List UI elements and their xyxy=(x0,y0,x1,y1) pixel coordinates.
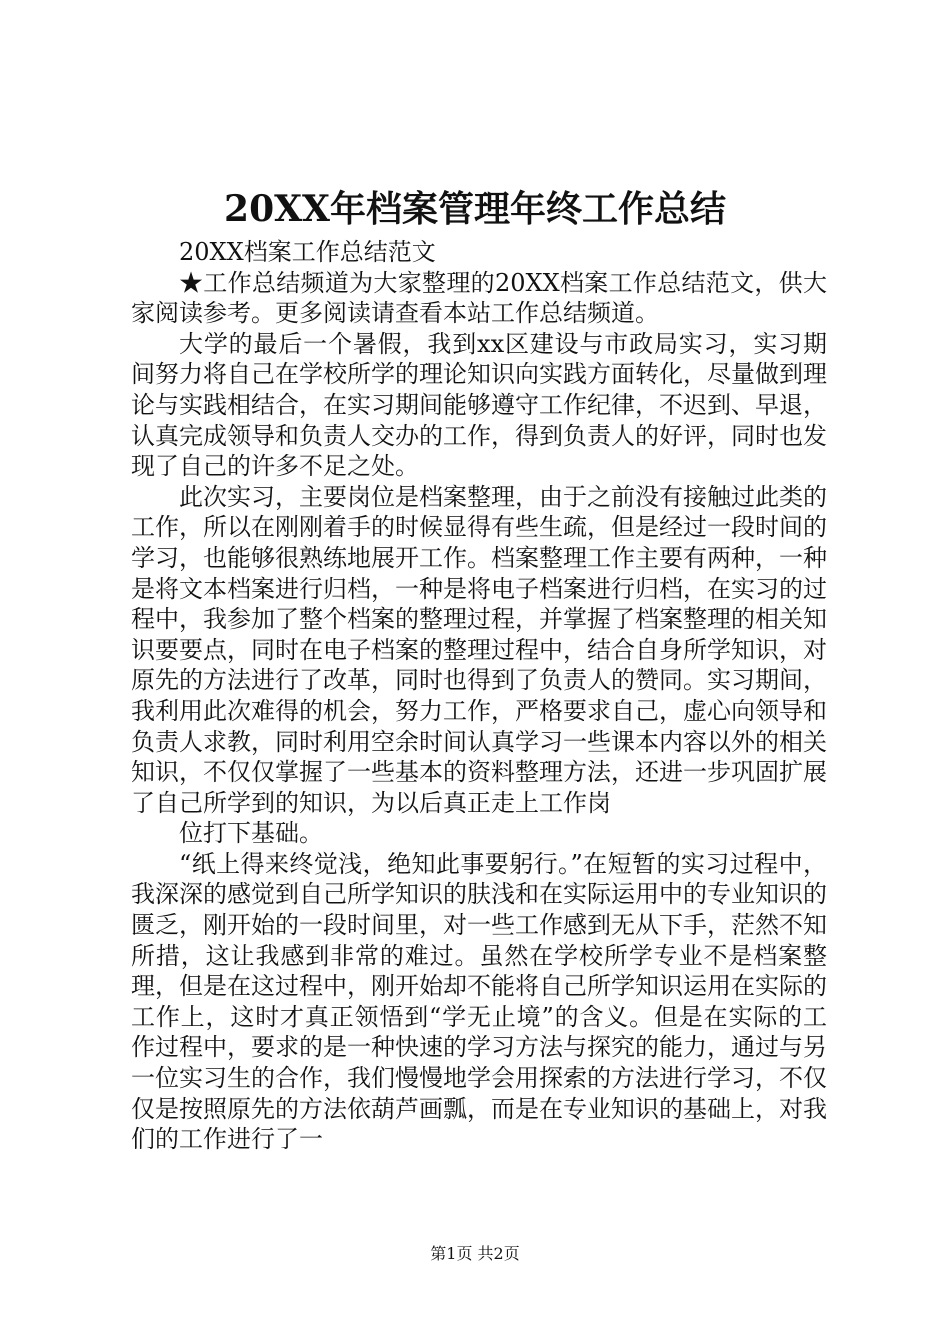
document-title: 20XX年档案管理年终工作总结 xyxy=(224,188,726,230)
body-paragraph: “纸上得来终觉浅，绝知此事要躬行。”在短暂的实习过程中，我深深的感觉到自己所学知识的肤浅和在实际运用中的专业知识的匮乏，刚开始的一段时间里，对一些工作感到无从下手，茫然不知所措，这让我感到非常的难过。虽然在学校所学专业不是档案整理，但是在这过程中，刚开始却不能将自己所学知识运用在实际的工作上，这时才真正领悟到“学无止境”的含义。但是在实际的工作过程中，要求的是一种快速的学习方法与探究的能力，通过与另一位实习生的合作，我们慢慢地学会用探索的方法进行学习，不仅仅是按照原先的方法依葫芦画瓢，而是在专业知识的基础上，对我们的工作进行了一 xyxy=(131,849,827,1154)
page-footer: 第1页 共2页 xyxy=(430,1244,520,1263)
document-body xyxy=(131,237,827,1155)
body-paragraph: 大学的最后一个暑假，我到xx区建设与市政局实习，实习期间努力将自己在学校所学的理论知识向实践方面转化，尽量做到理论与实践相结合，在实习期间能够遵守工作纪律，不迟到、早退，认真完成领导和负责人交办的工作，得到负责人的好评，同时也发现了自己的许多不足之处。 xyxy=(131,329,827,481)
body-paragraph: 位打下基础。 xyxy=(179,819,323,848)
subtitle-paragraph: 20XX档案工作总结范文 xyxy=(179,238,436,266)
intro-paragraph: ★工作总结频道为大家整理的20XX档案工作总结范文，供大家阅读参考。更多阅读请查看本站工作总结频道。 xyxy=(131,268,827,328)
body-paragraph: 此次实习，主要岗位是档案整理，由于之前没有接触过此类的工作，所以在刚刚着手的时候显得有些生疏，但是经过一段时间的学习，也能够很熟练地展开工作。档案整理工作主要有两种，一种是将文本档案进行归档，一种是将电子档案进行归档，在实习的过程中，我参加了整个档案的整理过程，并掌握了档案整理的相关知识要要点，同时在电子档案的整理过程中，结合自身所学知识，对原先的方法进行了改革，同时也得到了负责人的赞同。实习期间，我利用此次难得的机会，努力工作，严格要求自己，虚心向领导和负责人求教，同时利用空余时间认真学习一些课本内容以外的相关知识，不仅仅掌握了一些基本的资料整理方法，还进一步巩固扩展了自己所学到的知识，为以后真正走上工作岗 xyxy=(131,482,827,817)
